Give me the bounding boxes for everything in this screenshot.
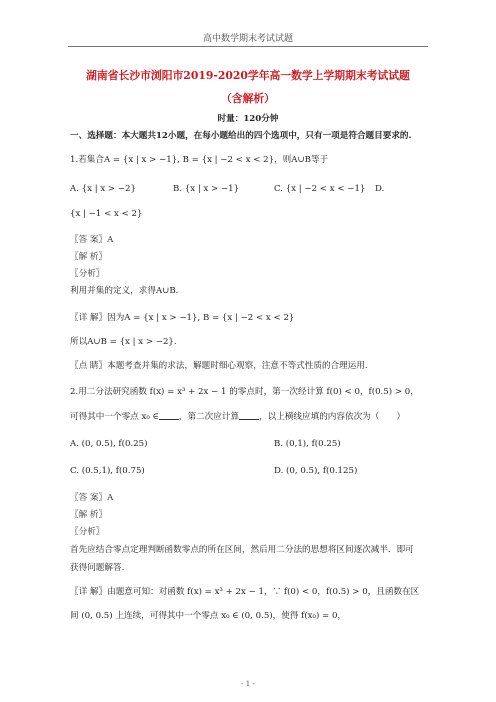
q2-stem-part-a: 可得其中一个零点 x₀ ∈ xyxy=(70,412,159,422)
q1-option-c: C. {x | −2 < x < −1} xyxy=(274,184,366,194)
q1-jiexi: 〖解 析〗 xyxy=(70,252,108,262)
page-number: - 1 - xyxy=(241,680,255,688)
page-header: 高中数学期末考试试题 xyxy=(202,34,293,44)
q2-blank-2 xyxy=(239,410,259,420)
q1-option-d-text: {x | −1 < x < 2} xyxy=(70,209,143,219)
q2-option-c: C. (0.5,1), f(0.75) xyxy=(70,466,145,476)
q2-answer: 〖答 案〗A xyxy=(70,493,114,503)
q1-dianjing: 〖点 睛〗本题考查并集的求法，解题时细心观察，注意不等式性质的合理运用. xyxy=(70,361,368,371)
header-rule xyxy=(68,46,428,47)
q1-fenxi-text: 利用并集的定义，求得A∪B. xyxy=(70,286,179,296)
q2-jiexi: 〖解 析〗 xyxy=(70,510,108,520)
q2-xiangjie-1: 〖详 解〗由题意可知：对函数 f(x) = x³ + 2x − 1，∵ f(0) < 0，f(0.5) > 0，且函数在区 xyxy=(70,587,420,597)
q1-fenxi: 〖分析〗 xyxy=(70,269,105,279)
q2-stem-part-c: ，以上横线应填的内容依次为（ ） xyxy=(259,412,406,422)
q2-fenxi-text-1: 首先应结合零点定理判断函数零点的所在区间，然后用二分法的思想将区间逐次减半．即可 xyxy=(70,545,414,555)
section-heading: 一、选择题：本大题共12小题，在每小题给出的四个选项中，只有一项是符合题目要求的. xyxy=(70,131,412,141)
q2-xiangjie-2: 间 (0, 0.5) 上连续，可得其中一个零点 x₀ ∈ (0, 0.5)，使得 f(x₀) = 0， xyxy=(70,611,347,621)
q1-xiangjie: 〖详 解〗因为A = {x | x > −1}, B = {x | −2 < x < 2} xyxy=(70,313,295,323)
q2-stem-part-b: ，第二次应计算 xyxy=(178,412,240,422)
document-title: 湖南省长沙市浏阳市2019-2020学年高一数学上学期期末考试试题 xyxy=(86,69,410,82)
q1-option-a: A. {x | x > −2} xyxy=(70,184,136,194)
document-subtitle: （含解析） xyxy=(221,92,275,105)
q1-answer: 〖答 案〗A xyxy=(70,235,114,245)
q2-fenxi-text-2: 获得问题解答. xyxy=(70,563,125,573)
q2-blank-1 xyxy=(159,410,179,420)
q1-option-d: D. xyxy=(375,184,385,194)
q1-stem: 1.若集合A = {x | x > −1}, B = {x | −2 < x < 2}，则A∪B等于 xyxy=(70,155,329,165)
q2-fenxi: 〖分析〗 xyxy=(70,527,105,537)
q1-option-b: B. {x | x > −1} xyxy=(173,184,240,194)
q2-option-a: A. (0, 0.5), f(0.25) xyxy=(70,439,148,449)
q2-option-d: D. (0, 0.5), f(0.125) xyxy=(274,466,358,476)
q1-conclusion: 所以A∪B = {x | x > −2}. xyxy=(70,337,177,347)
q2-option-b: B. (0,1), f(0.25) xyxy=(274,439,341,449)
q2-stem-line1: 2.用二分法研究函数 f(x) = x³ + 2x − 1 的零点时，第一次经计算 f(0) < 0，f(0.5) > 0， xyxy=(70,387,419,397)
time-limit: 时量：120分钟 xyxy=(217,114,279,124)
q2-stem-line2 xyxy=(70,410,436,423)
